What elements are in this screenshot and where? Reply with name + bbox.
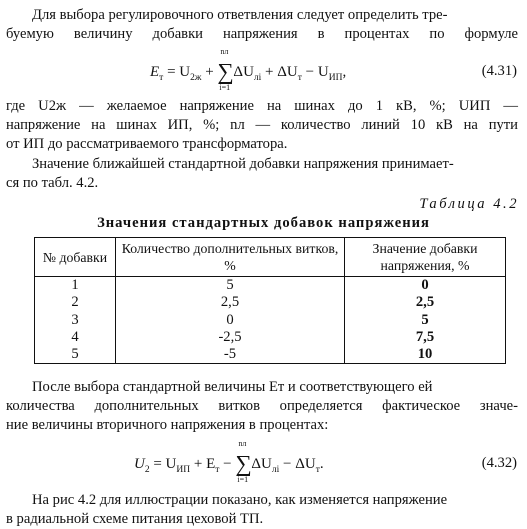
table-cell: -2,5 [116, 329, 345, 346]
table-row [35, 277, 506, 295]
paragraph-5-line-1: На рис 4.2 для иллюстрации показано, как изменяется напряжение [32, 492, 448, 508]
formula-subscript: ИП [328, 73, 343, 83]
sigma-symbol: ∑ [235, 451, 252, 476]
formula-subscript: т [297, 73, 302, 83]
table-row [35, 329, 506, 346]
formula-text: + E [190, 456, 216, 472]
paragraph-2-line-3: от ИП до рассматриваемого трансформатора. [6, 136, 288, 152]
formula-text: , [342, 64, 347, 80]
table-header-cell: Количество дополнительных витков, % [116, 238, 345, 277]
table-cell: 0 [345, 277, 506, 295]
equation-number-4-32: (4.32) [481, 455, 517, 471]
table-cell: 2 [35, 294, 116, 311]
formula-4-31 [150, 47, 347, 92]
table-cell: 2,5 [345, 294, 506, 311]
paragraph-2-line-1: где U2ж — желаемое напряжение на шинах до 1 кВ, %; UИП — [6, 98, 518, 114]
formula-text: = U [163, 64, 191, 80]
paragraph-2-line-2: напряжение на шинах ИП, %; nл — количество линий 10 кВ на пути [6, 117, 518, 133]
table-cell: -5 [116, 346, 345, 364]
paragraph-1-line-1: Для выбора регулировочного ответвления следует определить тре- [32, 7, 448, 23]
sum-operator [217, 47, 234, 92]
paragraph-4-line-1: После выбора стандартной величины Eт и соответствующего ей [32, 379, 433, 395]
table-cell: 1 [35, 277, 116, 295]
standard-voltage-additions-table [34, 237, 506, 364]
formula-subscript: т [215, 465, 220, 475]
sum-lower-limit: i=1 [219, 83, 231, 92]
table-caption: Таблица 4.2 [419, 196, 519, 212]
formula-subscript: ИП [176, 465, 191, 475]
table-cell: 2,5 [116, 294, 345, 311]
table-cell: 5 [345, 312, 506, 329]
formula-text: ΔU [251, 456, 272, 472]
table-cell: 5 [116, 277, 345, 295]
formula-text: − U [301, 64, 329, 80]
formula-subscript: т [315, 465, 320, 475]
paragraph-3-line-1: Значение ближайшей стандартной добавки напряжения принимает- [32, 156, 454, 172]
formula-subscript: 2ж [190, 73, 202, 83]
formula-subscript: т [159, 73, 164, 83]
table-cell: 4 [35, 329, 116, 346]
paragraph-4-line-2: количества дополнительных витков определяется фактическое значе- [6, 398, 518, 414]
sum-operator [235, 439, 252, 484]
table-title: Значения стандартных добавок напряжения [97, 215, 430, 231]
formula-subscript: лi [271, 465, 280, 475]
formula-text: = U [149, 456, 177, 472]
formula-text: + ΔU [261, 64, 298, 80]
formula-subscript: лi [253, 73, 262, 83]
table-header-row [35, 238, 506, 277]
sigma-symbol: ∑ [217, 59, 234, 84]
formula-text: . [319, 456, 324, 472]
sum-upper-limit: nл [238, 439, 247, 448]
table-row [35, 312, 506, 329]
sum-upper-limit: nл [220, 47, 229, 56]
paragraph-4-line-3: ние величины вторичного напряжения в процентах: [6, 417, 329, 433]
paragraph-1-line-2: буемую величину добавки напряжения в процентах по формуле [6, 26, 518, 42]
table-header-cell: Значение добавки напряжения, % [345, 238, 506, 277]
formula-subscript: 2 [144, 465, 150, 475]
formula-text: − ΔU [279, 456, 316, 472]
table-row [35, 294, 506, 311]
formula-text: − [219, 456, 236, 472]
formula-text: + [201, 64, 218, 80]
paragraph-3-line-2: ся по табл. 4.2. [6, 175, 99, 191]
table-cell: 5 [35, 346, 116, 364]
table-cell: 3 [35, 312, 116, 329]
table-cell: 0 [116, 312, 345, 329]
formula-symbol: U [134, 456, 145, 472]
formula-symbol: E [150, 64, 160, 80]
paragraph-5-line-2: в радиальной схеме питания цеховой ТП. [6, 511, 264, 527]
table-cell: 10 [345, 346, 506, 364]
table-row [35, 346, 506, 364]
formula-text: ΔU [233, 64, 254, 80]
table-cell: 7,5 [345, 329, 506, 346]
equation-number-4-31: (4.31) [481, 63, 517, 79]
sum-lower-limit: i=1 [237, 475, 249, 484]
formula-4-32 [134, 439, 324, 484]
table-header-cell: № добавки [35, 238, 116, 277]
